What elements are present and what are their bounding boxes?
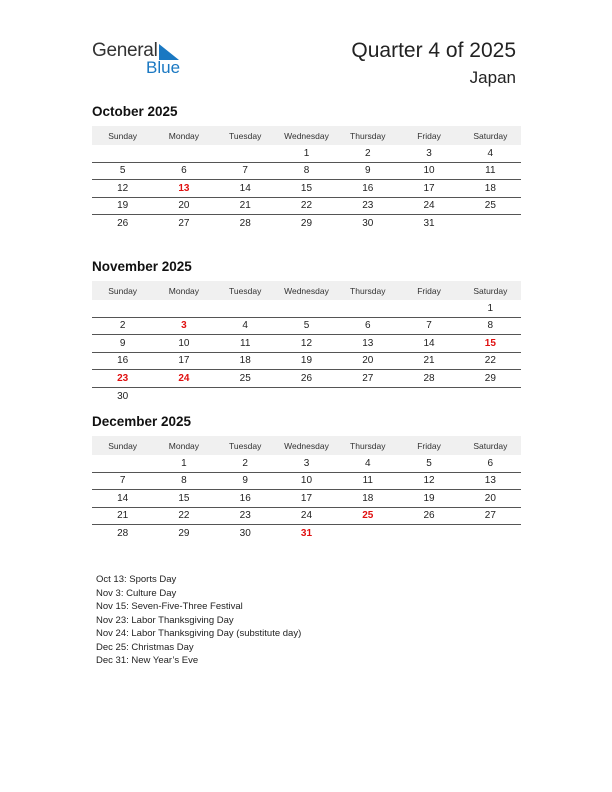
weekday-label: Thursday — [350, 130, 386, 141]
date-cell: 14 — [423, 337, 435, 349]
week-row — [92, 525, 521, 543]
weekday-label: Wednesday — [284, 440, 329, 451]
date-cell: 7 — [119, 475, 126, 487]
date-cell: 4 — [242, 320, 248, 332]
date-cell: 27 — [484, 510, 496, 522]
weekday-label: Tuesday — [229, 285, 262, 296]
date-cell: 3 — [303, 457, 310, 469]
date-cell: 3 — [426, 147, 432, 159]
month-calendar — [92, 259, 521, 405]
date-cell: 2 — [364, 147, 371, 159]
date-cell: 6 — [364, 320, 371, 332]
date-cell: 18 — [239, 355, 251, 367]
date-cell: 30 — [117, 390, 129, 402]
date-cell: 14 — [117, 492, 129, 504]
date-cell: 8 — [181, 475, 187, 487]
weekday-label: Saturday — [473, 130, 508, 141]
date-cell: 17 — [300, 492, 313, 504]
weekday-label: Thursday — [350, 285, 386, 296]
holiday-notes — [96, 573, 301, 668]
weekday-header-row — [92, 126, 521, 145]
date-cell: 29 — [484, 372, 496, 384]
page-title: Quarter 4 of 2025 — [351, 39, 516, 62]
date-cell: 16 — [239, 492, 251, 504]
date-cell: 28 — [239, 218, 251, 230]
date-cell: 6 — [487, 457, 494, 469]
date-cell: 26 — [300, 372, 313, 384]
weekday-label: Sunday — [108, 440, 138, 451]
weekday-label: Wednesday — [284, 130, 329, 141]
holiday-note: Nov 15: Seven-Five-Three Festival — [96, 601, 243, 612]
holiday-note: Nov 24: Labor Thanksgiving Day (substitute day) — [96, 628, 302, 639]
date-cell: 21 — [239, 200, 251, 212]
date-cell: 24 — [423, 200, 435, 212]
date-cell: 21 — [423, 355, 435, 367]
month-title: November 2025 — [92, 259, 192, 274]
date-cell: 2 — [242, 457, 248, 469]
date-cell: 1 — [487, 302, 494, 314]
date-cell: 16 — [117, 355, 129, 367]
weekday-label: Friday — [417, 440, 441, 451]
date-cell: 30 — [239, 528, 251, 540]
holiday-date-cell: 3 — [181, 320, 187, 332]
week-row — [92, 335, 521, 353]
country-name: Japan — [469, 68, 516, 87]
date-cell: 11 — [240, 337, 251, 349]
week-row — [92, 455, 521, 473]
date-cell: 5 — [426, 457, 432, 469]
date-cell: 27 — [362, 372, 374, 384]
date-cell: 26 — [423, 510, 435, 522]
weekday-label: Sunday — [108, 130, 138, 141]
month-calendar — [92, 104, 521, 233]
date-cell: 10 — [300, 475, 313, 487]
date-cell: 10 — [423, 165, 435, 177]
month-title: October 2025 — [92, 104, 178, 119]
date-cell: 20 — [362, 355, 374, 367]
holiday-note: Nov 23: Labor Thanksgiving Day — [96, 614, 234, 626]
date-cell: 7 — [242, 165, 248, 177]
holiday-note: Dec 25: Christmas Day — [96, 641, 194, 653]
weekday-label: Sunday — [108, 285, 138, 296]
date-cell: 12 — [423, 475, 435, 487]
date-cell: 2 — [119, 320, 126, 332]
holiday-date-cell: 25 — [362, 510, 374, 522]
date-cell: 12 — [117, 182, 129, 194]
week-row — [92, 353, 521, 371]
holiday-date-cell: 13 — [178, 182, 190, 194]
week-row — [92, 388, 521, 406]
date-cell: 22 — [484, 355, 496, 367]
holiday-date-cell: 23 — [117, 372, 129, 384]
weekday-header-row — [92, 281, 521, 300]
date-cell: 21 — [117, 510, 129, 522]
date-cell: 9 — [119, 337, 126, 349]
logo-blue-text: Blue — [146, 58, 181, 77]
date-cell: 18 — [362, 492, 374, 504]
date-cell: 8 — [303, 165, 310, 177]
date-cell: 10 — [178, 337, 190, 349]
holiday-note: Nov 3: Culture Day — [96, 587, 177, 599]
weekday-label: Friday — [417, 130, 441, 141]
date-cell: 8 — [487, 320, 494, 332]
date-cell: 4 — [487, 147, 494, 159]
date-cell: 9 — [242, 475, 248, 487]
date-cell: 26 — [117, 218, 129, 230]
date-cell: 31 — [423, 218, 435, 230]
holiday-note: Dec 31: New Year’s Eve — [96, 655, 199, 666]
date-cell: 22 — [178, 510, 190, 522]
weekday-label: Monday — [168, 285, 200, 296]
date-cell: 11 — [362, 475, 373, 487]
date-cell: 15 — [178, 492, 190, 504]
date-cell: 22 — [300, 200, 313, 212]
date-cell: 9 — [364, 165, 371, 177]
week-row — [92, 473, 521, 491]
week-row — [92, 145, 521, 163]
date-cell: 5 — [119, 165, 126, 177]
date-cell: 28 — [423, 372, 435, 384]
weekday-label: Tuesday — [229, 130, 262, 141]
weekday-header-row — [92, 436, 521, 455]
date-cell: 25 — [484, 200, 496, 212]
date-cell: 11 — [485, 165, 496, 177]
week-row — [92, 318, 521, 336]
date-cell: 18 — [484, 182, 496, 194]
weekday-label: Tuesday — [229, 440, 262, 451]
date-cell: 1 — [303, 147, 310, 159]
date-cell: 16 — [362, 182, 374, 194]
logo-general-text: General — [92, 40, 158, 61]
week-row — [92, 215, 521, 233]
date-cell: 14 — [239, 182, 251, 194]
week-row — [92, 508, 521, 526]
date-cell: 17 — [423, 182, 435, 194]
week-row — [92, 300, 521, 318]
date-cell: 13 — [362, 337, 374, 349]
date-cell: 23 — [239, 510, 251, 522]
date-cell: 6 — [181, 165, 187, 177]
logo — [92, 40, 192, 80]
month-title: December 2025 — [92, 414, 192, 429]
week-row — [92, 198, 521, 216]
date-cell: 27 — [178, 218, 190, 230]
holiday-date-cell: 15 — [484, 337, 496, 349]
date-cell: 29 — [300, 218, 313, 230]
date-cell: 15 — [300, 182, 313, 194]
date-cell: 19 — [117, 200, 129, 212]
holiday-note: Oct 13: Sports Day — [96, 574, 177, 585]
weekday-label: Monday — [168, 440, 200, 451]
week-row — [92, 180, 521, 198]
date-cell: 23 — [362, 200, 374, 212]
date-cell: 20 — [484, 492, 496, 504]
weekday-label: Saturday — [473, 285, 508, 296]
date-cell: 28 — [117, 528, 129, 540]
date-cell: 29 — [178, 528, 190, 540]
week-row — [92, 490, 521, 508]
date-cell: 13 — [484, 475, 496, 487]
week-row — [92, 370, 521, 388]
holiday-date-cell: 31 — [300, 528, 313, 540]
weekday-label: Saturday — [473, 440, 508, 451]
week-row — [92, 163, 521, 181]
weekday-label: Friday — [417, 285, 441, 296]
weekday-label: Thursday — [350, 440, 386, 451]
date-cell: 25 — [239, 372, 251, 384]
date-cell: 19 — [300, 355, 313, 367]
date-cell: 19 — [423, 492, 435, 504]
date-cell: 30 — [362, 218, 374, 230]
date-cell: 7 — [426, 320, 432, 332]
date-cell: 4 — [364, 457, 371, 469]
holiday-date-cell: 24 — [178, 372, 190, 384]
date-cell: 17 — [178, 355, 190, 367]
date-cell: 5 — [303, 320, 310, 332]
date-cell: 12 — [300, 337, 313, 349]
weekday-label: Monday — [168, 130, 200, 141]
date-cell: 24 — [300, 510, 313, 522]
date-cell: 1 — [181, 457, 187, 469]
date-cell: 20 — [178, 200, 190, 212]
month-calendar — [92, 414, 521, 543]
weekday-label: Wednesday — [284, 285, 329, 296]
